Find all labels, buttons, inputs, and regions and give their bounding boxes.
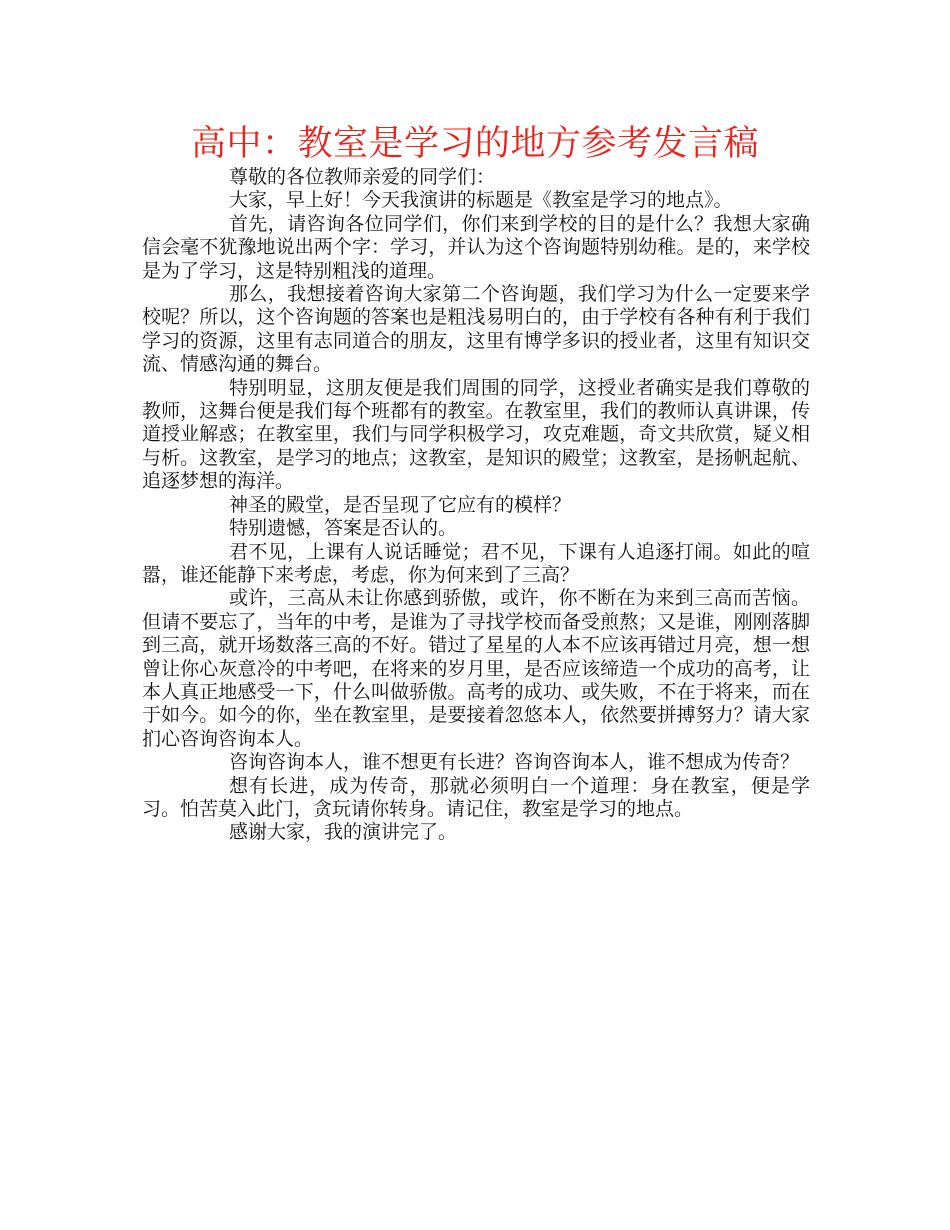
salutation: 尊敬的各位教师亲爱的同学们： bbox=[229, 166, 496, 188]
closing: 感谢大家，我的演讲完了。 bbox=[229, 821, 458, 844]
paragraph-5: 特别遗憾，答案是否认的。 bbox=[229, 517, 458, 540]
paragraph-6: 君不见，上课有人说话睡觉；君不见，下课有人追逐打闹。如此的喧嚣，谁还能静下来考虑，考虑，你为何来到了三高？ bbox=[142, 540, 810, 586]
paragraph-3: 特别明显，这朋友便是我们周围的同学，这授业者确实是我们尊敬的教师，这舞台便是我们每个班都有的教室。在教室里，我们的教师认真讲课，传道授业解惑；在教室里，我们与同学积极学习，攻克难题，奇文共欣赏，疑义相与析。这教室，是学习的地点；这教室，是知识的殿堂；这教室，是扬帆起航、追逐梦想的海洋。 bbox=[142, 376, 810, 493]
paragraph-8: 咨询咨询本人，谁不想更有长进？咨询咨询本人，谁不想成为传奇？ bbox=[229, 751, 800, 774]
paragraph-7: 或许，三高从未让你感到骄傲，或许，你不断在为来到三高而苦恼。但请不要忘了，当年的中考，是谁为了寻找学校而备受煎熬；又是谁，刚刚落脚到三高，就开场数落三高的不好。错过了星星的人本不应该再错过月亮，想一想曾让你心灰意冷的中考吧，在将来的岁月里，是否应该缔造一个成功的高考，让本人真正地感受一下，什么叫做骄傲。高考的成功、或失败，不在于将来，而在于如今。如今的你，坐在教室里，是要接着忽悠本人，依然要拼搏努力？请大家扪心咨询咨询本人。 bbox=[142, 587, 810, 750]
paragraph-1: 首先，请咨询各位同学们，你们来到学校的目的是什么？我想大家确信会毫不犹豫地说出两个字：学习，并认为这个咨询题特别幼稚。是的，来学校是为了学习，这是特别粗浅的道理。 bbox=[142, 212, 810, 282]
document-title: 高中：教室是学习的地方参考发言稿 bbox=[190, 124, 759, 164]
paragraph-4: 神圣的殿堂，是否呈现了它应有的模样？ bbox=[229, 493, 572, 516]
paragraph-2: 那么，我想接着咨询大家第二个咨询题，我们学习为什么一定要来学校呢？所以，这个咨询题的答案也是粗浅易明白的，由于学校有各种有利于我们学习的资源，这里有志同道合的朋友，这里有博学多识的授业者，这里有知识交流、情感沟通的舞台。 bbox=[142, 283, 810, 376]
document-body bbox=[142, 166, 810, 845]
paragraph-greeting: 大家，早上好！今天我演讲的标题是《教室是学习的地点》。 bbox=[229, 189, 733, 212]
paragraph-9: 想有长进，成为传奇，那就必须明白一个道理：身在教室，便是学习。怕苦莫入此门，贪玩请你转身。请记住，教室是学习的地点。 bbox=[142, 774, 810, 820]
